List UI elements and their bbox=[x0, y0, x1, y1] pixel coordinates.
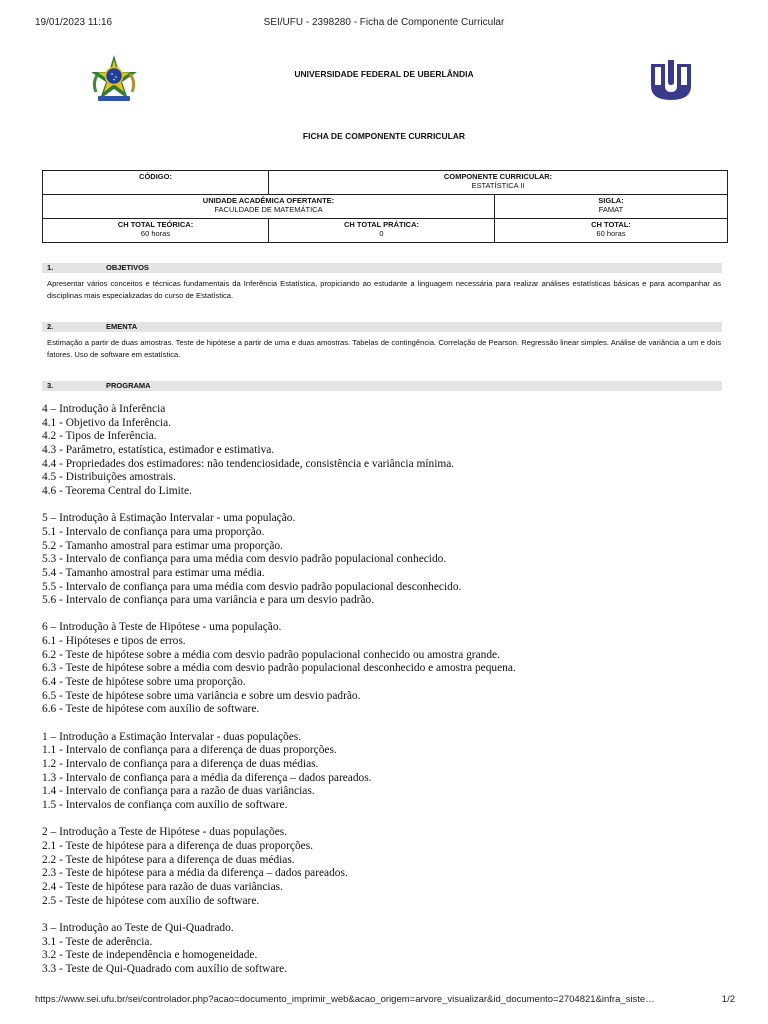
ch-teorica-cell bbox=[43, 219, 269, 243]
programa-topic: 5.4 - Tamanho amostral para estimar uma média. bbox=[42, 566, 265, 579]
programa-topic: 3.1 - Teste de aderência. bbox=[42, 935, 153, 948]
programa-topic: 1.4 - Intervalo de confiança para a razão de duas variâncias. bbox=[42, 785, 315, 798]
programa-unit-title: 5 – Introdução à Estimação Intervalar - uma população. bbox=[42, 512, 296, 525]
programa-topic: 6.2 - Teste de hipótese sobre a média com desvio padrão populacional conhecido ou amostra grande. bbox=[42, 648, 500, 661]
print-datetime: 19/01/2023 11:16 bbox=[35, 17, 113, 28]
programa-topic: 2.2 - Teste de hipótese para a diferença de duas médias. bbox=[42, 853, 295, 866]
programa-topic: 6.3 - Teste de hipótese sobre a média com desvio padrão populacional desconhecido e amostra pequena. bbox=[42, 662, 516, 675]
programa-topic: 6.1 - Hipóteses e tipos de erros. bbox=[42, 635, 186, 648]
programa-topic: 3.2 - Teste de independência e homogeneidade. bbox=[42, 949, 258, 962]
programa-unit bbox=[42, 512, 732, 608]
section-header-ementa bbox=[42, 322, 722, 332]
codigo-label: CÓDIGO: bbox=[139, 172, 172, 181]
programa-topic: 6.4 - Teste de hipótese sobre uma proporção. bbox=[42, 676, 246, 689]
section-title: EMENTA bbox=[106, 322, 138, 331]
ch-total-value: 60 horas bbox=[596, 229, 626, 238]
programa-unit bbox=[42, 826, 732, 908]
programa-topic: 1.2 - Intervalo de confiança para a diferença de duas médias. bbox=[42, 758, 319, 771]
programa-topic: 6.6 - Teste de hipótese com auxílio de software. bbox=[42, 703, 260, 716]
programa-unit bbox=[42, 731, 732, 813]
ch-pratica-cell bbox=[269, 219, 495, 243]
programa-topic: 4.5 - Distribuições amostrais. bbox=[42, 471, 176, 484]
programa-topic: 4.2 - Tipos de Inferência. bbox=[42, 430, 157, 443]
sigla-value: FAMAT bbox=[598, 205, 624, 214]
ch-total-cell bbox=[495, 219, 728, 243]
programa-topic: 1.1 - Intervalo de confiança para a diferença de duas proporções. bbox=[42, 744, 337, 757]
programa-content bbox=[42, 403, 732, 990]
section-header-programa bbox=[42, 381, 722, 391]
unidade-value: FACULDADE DE MATEMÁTICA bbox=[214, 205, 323, 214]
programa-unit bbox=[42, 403, 732, 499]
programa-topic: 2.5 - Teste de hipótese com auxílio de software. bbox=[42, 894, 260, 907]
print-page-number: 1/2 bbox=[721, 994, 735, 1005]
componente-value: ESTATÍSTICA II bbox=[471, 181, 525, 190]
component-info-table bbox=[42, 170, 728, 243]
programa-topic: 6.5 - Teste de hipótese sobre uma variância e sobre um desvio padrão. bbox=[42, 689, 361, 702]
programa-topic: 4.3 - Parâmetro, estatística, estimador e estimativa. bbox=[42, 443, 275, 456]
ementa-text: Estimação a partir de duas amostras. Teste de hipótese a partir de uma e duas amostras. Tabelas de contingência. Correlação de Pearson. Regressão linear simples. Análise de variância a um e dois fatores. Uso de software em estatística. bbox=[47, 338, 721, 359]
programa-topic: 5.3 - Intervalo de confiança para uma média com desvio padrão populacional conhecido. bbox=[42, 553, 447, 566]
programa-topic: 1.5 - Intervalos de confiança com auxílio de software. bbox=[42, 798, 288, 811]
codigo-cell bbox=[43, 171, 269, 195]
programa-topic: 5.5 - Intervalo de confiança para uma média com desvio padrão populacional desconhecido. bbox=[42, 580, 462, 593]
programa-unit bbox=[42, 922, 732, 977]
ch-total-label: CH TOTAL: bbox=[591, 220, 631, 229]
ufu-logo bbox=[647, 58, 695, 102]
programa-topic: 4.6 - Teorema Central do Limite. bbox=[42, 484, 192, 497]
programa-topic: 5.6 - Intervalo de confiança para uma variância e para um desvio padrão. bbox=[42, 594, 375, 607]
ch-pratica-label: CH TOTAL PRÁTICA: bbox=[344, 220, 419, 229]
programa-topic: 5.1 - Intervalo de confiança para uma proporção. bbox=[42, 525, 265, 538]
print-page-title: SEI/UFU - 2398280 - Ficha de Componente Curricular bbox=[263, 17, 505, 28]
programa-unit-title: 2 – Introdução a Teste de Hipótese - duas populações. bbox=[42, 826, 288, 839]
componente-cell bbox=[269, 171, 728, 195]
programa-unit-title: 6 – Introdução à Teste de Hipótese - uma população. bbox=[42, 621, 282, 634]
sigla-label: SIGLA: bbox=[598, 196, 624, 205]
section-title: OBJETIVOS bbox=[106, 263, 149, 272]
document-title: FICHA DE COMPONENTE CURRICULAR bbox=[302, 131, 466, 141]
section-header-objetivos bbox=[42, 263, 722, 273]
university-name: UNIVERSIDADE FEDERAL DE UBERLÂNDIA bbox=[294, 69, 474, 79]
section-number: 2. bbox=[47, 322, 54, 331]
programa-topic: 4.1 - Objetivo da Inferência. bbox=[42, 416, 172, 429]
section-title: PROGRAMA bbox=[106, 381, 151, 390]
programa-topic: 3.3 - Teste de Qui-Quadrado com auxílio de software. bbox=[42, 962, 288, 975]
objetivos-text: Apresentar vários conceitos e técnicas fundamentais da Inferência Estatística, propiciando ao estudante a linguagem necessária para realizar análises estatísticas básicas e para acompanhar as disciplinas mais especializadas do curso de Estatística. bbox=[47, 279, 721, 300]
unidade-cell bbox=[43, 195, 495, 219]
sigla-cell bbox=[495, 195, 728, 219]
programa-topic: 2.3 - Teste de hipótese para a média da diferença – dados pareados. bbox=[42, 867, 348, 880]
programa-topic: 5.2 - Tamanho amostral para estimar uma proporção. bbox=[42, 539, 283, 552]
section-number: 1. bbox=[47, 263, 54, 272]
programa-unit bbox=[42, 621, 732, 717]
programa-topic: 2.4 - Teste de hipótese para razão de duas variâncias. bbox=[42, 880, 283, 893]
ch-pratica-value: 0 bbox=[379, 229, 384, 238]
section-number: 3. bbox=[47, 381, 54, 390]
unidade-label: UNIDADE ACADÊMICA OFERTANTE: bbox=[202, 196, 335, 205]
programa-unit-title: 1 – Introdução a Estimação Intervalar - duas populações. bbox=[42, 730, 302, 743]
programa-topic: 2.1 - Teste de hipótese para a diferença de duas proporções. bbox=[42, 839, 313, 852]
programa-unit-title: 4 – Introdução à Inferência bbox=[42, 403, 166, 415]
ch-teorica-label: CH TOTAL TEÓRICA: bbox=[117, 220, 194, 229]
programa-topic: 4.4 - Propriedades dos estimadores: não tendenciosidade, consistência e variância mínima. bbox=[42, 457, 455, 470]
programa-topic: 1.3 - Intervalo de confiança para a média da diferença – dados pareados. bbox=[42, 771, 372, 784]
componente-label: COMPONENTE CURRICULAR: bbox=[443, 172, 553, 181]
programa-unit-title: 3 – Introdução ao Teste de Qui-Quadrado. bbox=[42, 921, 234, 934]
ch-teorica-value: 60 horas bbox=[140, 229, 171, 238]
print-header bbox=[35, 17, 733, 31]
print-footer bbox=[35, 994, 735, 1008]
print-url: https://www.sei.ufu.br/sei/controlador.php?acao=documento_imprimir_web&acao_origem=arvore_visualizar&id_documento=2704821&infra_siste… bbox=[35, 994, 655, 1005]
brazil-coat-of-arms-logo bbox=[86, 52, 142, 106]
